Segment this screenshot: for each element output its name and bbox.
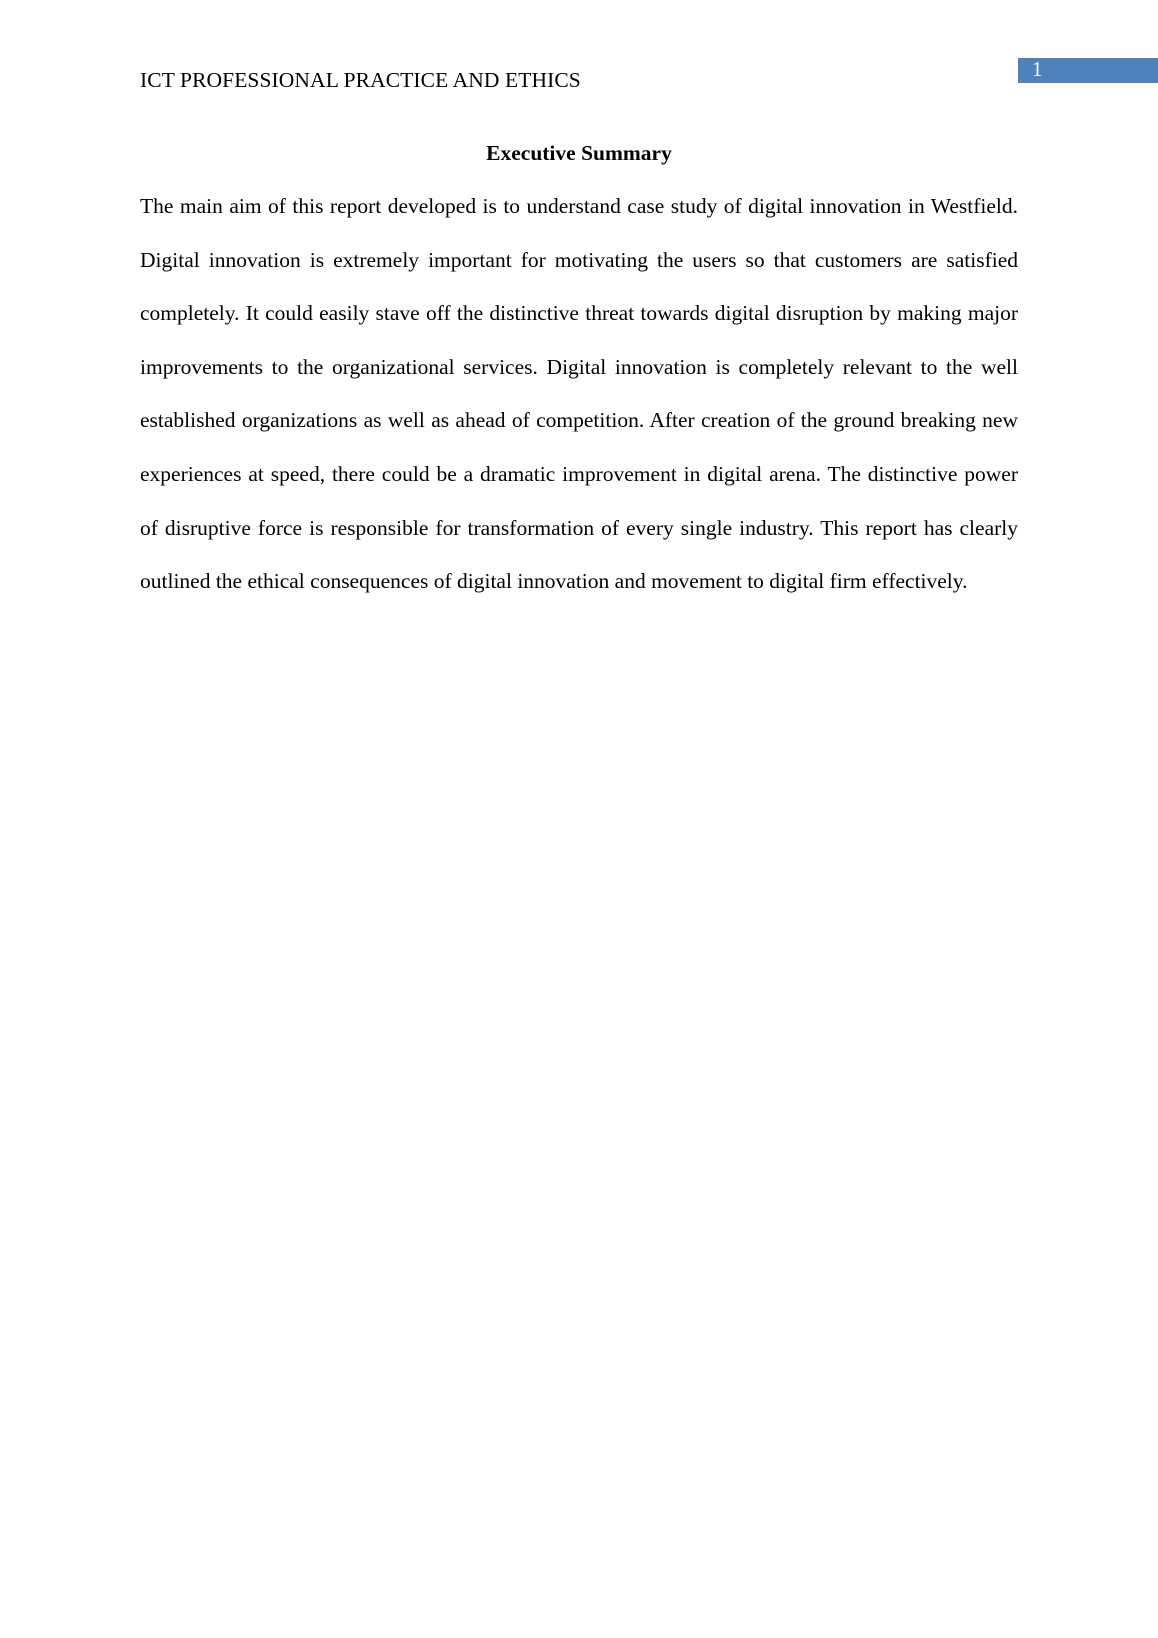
body-paragraph: The main aim of this report developed is to understand case study of digital innovation in Westfield. Digital innovation is extremely important for motivating the users so that customers are satisfied completely. It could easily stave off the distinctive threat towards digital disruption by making major improvements to the organizational services. Digital innovation is completely relevant to the well established organizations as well as ahead of competition. After creation of the ground breaking new experiences at speed, there could be a dramatic improvement in digital arena. The distinctive power of disruptive force is responsible for transformation of every single industry. This report has clearly outlined the ethical consequences of digital innovation and movement to digital firm effectively. xyxy=(140,194,1018,594)
page-number: 1 xyxy=(1032,57,1043,81)
section-title: Executive Summary xyxy=(486,141,672,165)
running-header-title: ICT PROFESSIONAL PRACTICE AND ETHICS xyxy=(140,68,581,92)
page-number-box xyxy=(1018,58,1158,83)
